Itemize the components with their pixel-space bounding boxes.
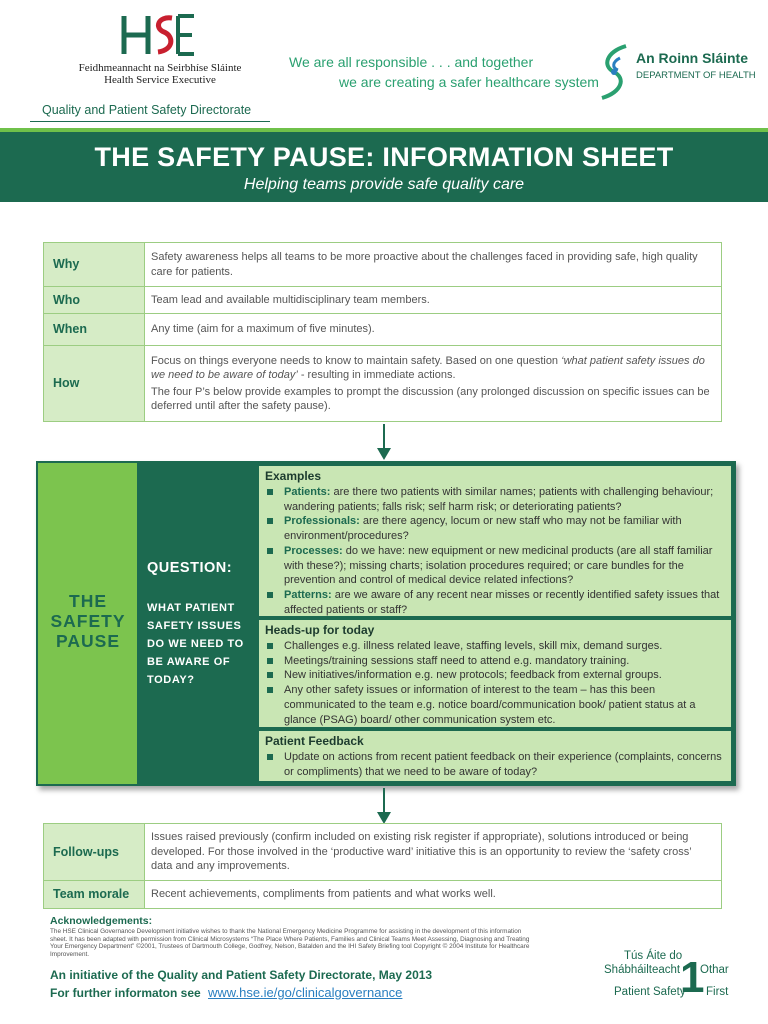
- examples-list: [265, 485, 725, 617]
- down-arrow-icon: [377, 788, 391, 824]
- square-bullet-icon: [267, 643, 273, 649]
- list-item: [265, 588, 725, 617]
- tus-line-5: First: [706, 986, 729, 998]
- square-bullet-icon: [267, 548, 273, 554]
- row-text-who: Team lead and available multidisciplinary team members.: [145, 287, 722, 314]
- clinical-governance-link[interactable]: www.hse.ie/go/clinicalgovernance: [208, 985, 403, 1000]
- safety-pause-label: [38, 591, 138, 651]
- how-text-a: Focus on things everyone needs to know to maintain safety. Based on one question: [151, 354, 562, 367]
- page-subtitle: Helping teams provide safe quality care: [243, 176, 525, 193]
- row-label-who: Who: [44, 287, 145, 314]
- list-item: [265, 485, 725, 514]
- feedback-list: [265, 750, 725, 779]
- tagline: [289, 52, 599, 92]
- patient-safety-first-logo: [596, 950, 746, 1006]
- square-bullet-icon: [267, 592, 273, 598]
- square-bullet-icon: [267, 672, 273, 678]
- doh-name: An Roinn Sláinte: [636, 50, 748, 66]
- tagline-line-1: We are all responsible . . . and together: [289, 54, 534, 70]
- acknowledgements: [50, 915, 540, 958]
- tus-line-4: Patient Safety: [614, 986, 686, 998]
- question-text: WHAT PATIENT SAFETY ISSUES DO WE NEED TO BE AWARE OF TODAY?: [147, 602, 244, 686]
- square-bullet-icon: [267, 754, 273, 760]
- hse-english-name: Health Service Executive: [104, 74, 216, 86]
- headsup-text: Meetings/training sessions staff need to attend e.g. mandatory training.: [284, 654, 630, 667]
- table-row: [44, 314, 722, 346]
- doh-department: DEPARTMENT OF HEALTH: [636, 70, 756, 81]
- feedback-panel: [259, 731, 731, 781]
- down-arrow-icon: [377, 424, 391, 460]
- ack-title: Acknowledgements:: [50, 915, 153, 927]
- list-item: [265, 668, 725, 683]
- tus-number: 1: [680, 953, 705, 1002]
- tus-line-2: Shábháilteacht: [604, 964, 681, 976]
- square-bullet-icon: [267, 489, 273, 495]
- examples-heading: Examples: [265, 469, 322, 483]
- safety-pause-box: [36, 461, 736, 786]
- hse-logo: [118, 10, 198, 60]
- table-row: [44, 824, 722, 881]
- question-column: [138, 463, 256, 784]
- row-label-team-morale: Team morale: [44, 881, 145, 909]
- tagline-line-2: we are creating a safer healthcare system: [339, 74, 599, 90]
- headsup-heading: Heads-up for today: [265, 623, 375, 637]
- side-label-line-3: PAUSE: [56, 631, 120, 651]
- table-row: [44, 287, 722, 314]
- example-text: are there two patients with similar names; patients with challenging behaviour; wandering patients; falls risk; self harm risk; or deteriorating patients?: [284, 486, 714, 513]
- square-bullet-icon: [267, 658, 273, 664]
- headsup-text: Any other safety issues or information of interest to the team – has this been communicated to the team e.g. notice board/communication book/ patient status at a glance (PSAG) board/ other communication system etc.: [284, 684, 696, 726]
- further-info-line: [50, 985, 402, 1000]
- directorate-underline: [30, 121, 270, 122]
- example-text: do we have: new equipment or new medicinal products (are all staff familiar with these?); missing charts; isolation procedures required; or care bundles for the prevention and control of medical device related infections?: [284, 544, 713, 587]
- row-label-why: Why: [44, 243, 145, 287]
- headsup-text: New initiatives/information e.g. new protocols; feedback from external groups.: [284, 669, 662, 682]
- tus-line-1: Tús Áite do: [624, 950, 683, 962]
- list-item: [265, 683, 725, 727]
- headsup-panel: [259, 620, 731, 727]
- directorate-name: Quality and Patient Safety Directorate: [42, 103, 252, 117]
- list-item: [265, 544, 725, 588]
- row-text-when: Any time (aim for a maximum of five minutes).: [145, 314, 722, 346]
- square-bullet-icon: [267, 518, 273, 524]
- example-term: Processes:: [284, 544, 343, 557]
- examples-panel: [259, 466, 731, 616]
- example-term: Professionals:: [284, 515, 360, 528]
- table-row: [44, 346, 722, 422]
- tus-line-3: Othar: [700, 964, 729, 976]
- how-paragraph-2: The four P’s below provide examples to prompt the discussion (any prolonged discussion on specific issues can be deferred until after the safety pause).: [151, 385, 710, 412]
- row-text-why: Safety awareness helps all teams to be more proactive about the challenges faced in providing safe, high quality care for patients.: [145, 243, 722, 287]
- question-title: QUESTION:: [147, 560, 233, 576]
- followup-table: [43, 823, 722, 909]
- info-table: [43, 242, 722, 422]
- feedback-text: Update on actions from recent patient feedback on their experience (complaints, concerns or compliments) that we need to be aware of today?: [284, 751, 722, 778]
- table-row: [44, 243, 722, 287]
- prompts-column: [256, 463, 734, 784]
- page-header: [0, 0, 768, 128]
- row-text-team-morale: Recent achievements, compliments from patients and what works well.: [145, 881, 722, 909]
- row-label-how: How: [44, 346, 145, 422]
- headsup-text: Challenges e.g. illness related leave, staffing levels, skill mix, demand surges.: [284, 640, 663, 652]
- page-title: THE SAFETY PAUSE: INFORMATION SHEET: [94, 142, 674, 172]
- row-label-followups: Follow-ups: [44, 824, 145, 881]
- headsup-list: [265, 639, 725, 727]
- how-text-quote: ‘what patient safety issues do we need to be aware of today’: [151, 354, 705, 381]
- feedback-heading: Patient Feedback: [265, 734, 364, 748]
- row-text-how: [145, 346, 722, 422]
- how-paragraph-1: [151, 354, 715, 383]
- ack-text: The HSE Clinical Governance Development initiative wishes to thank the National Emergency Medicine Programme for assisting in the development of this information sheet. It has been adapted with permission from Clinical Microsystems “The Place Where Patients, Families and Clinical Teams Meet Assessing, Diagnosing and Treating Your Emergency Department” ©2001, Trustees of Dartmouth College, Godfrey, Nelson, Batalden and the IHI Safety Briefing tool Copyright © 2004 Institute for Healthcare Improvement.: [50, 928, 530, 958]
- row-text-followups: Issues raised previously (confirm included on existing risk register if appropriate), solutions introduced or being developed. For those involved in the ‘productive ward’ initiative this is an opportunity to review the ‘safety cross’ data and any improvements.: [145, 824, 722, 881]
- list-item: [265, 750, 725, 779]
- hse-name: [60, 62, 260, 86]
- example-term: Patterns:: [284, 588, 332, 601]
- title-banner: [0, 128, 768, 202]
- row-label-when: When: [44, 314, 145, 346]
- list-item: [265, 654, 725, 669]
- safety-pause-side: [38, 463, 138, 784]
- square-bullet-icon: [267, 687, 273, 693]
- list-item: [265, 514, 725, 543]
- hse-irish-name: Feidhmeannacht na Seirbhíse Sláinte: [78, 62, 242, 74]
- doh-swirl-icon: [596, 42, 634, 102]
- example-text: are we aware of any recent near misses or recently identified safety issues that affected patients or staff?: [284, 588, 720, 616]
- how-text-b: - resulting in immediate actions.: [297, 369, 456, 381]
- example-text: are there agency, locum or new staff who may not be familiar with environment/procedures?: [284, 515, 682, 543]
- table-row: [44, 881, 722, 909]
- example-term: Patients:: [284, 486, 331, 498]
- list-item: [265, 639, 725, 654]
- side-label-line-1: THE: [69, 591, 107, 611]
- side-label-line-2: SAFETY: [50, 611, 126, 631]
- initiative-line: An initiative of the Quality and Patient Safety Directorate, May 2013: [50, 968, 433, 982]
- further-label: For further informaton see: [50, 986, 201, 1000]
